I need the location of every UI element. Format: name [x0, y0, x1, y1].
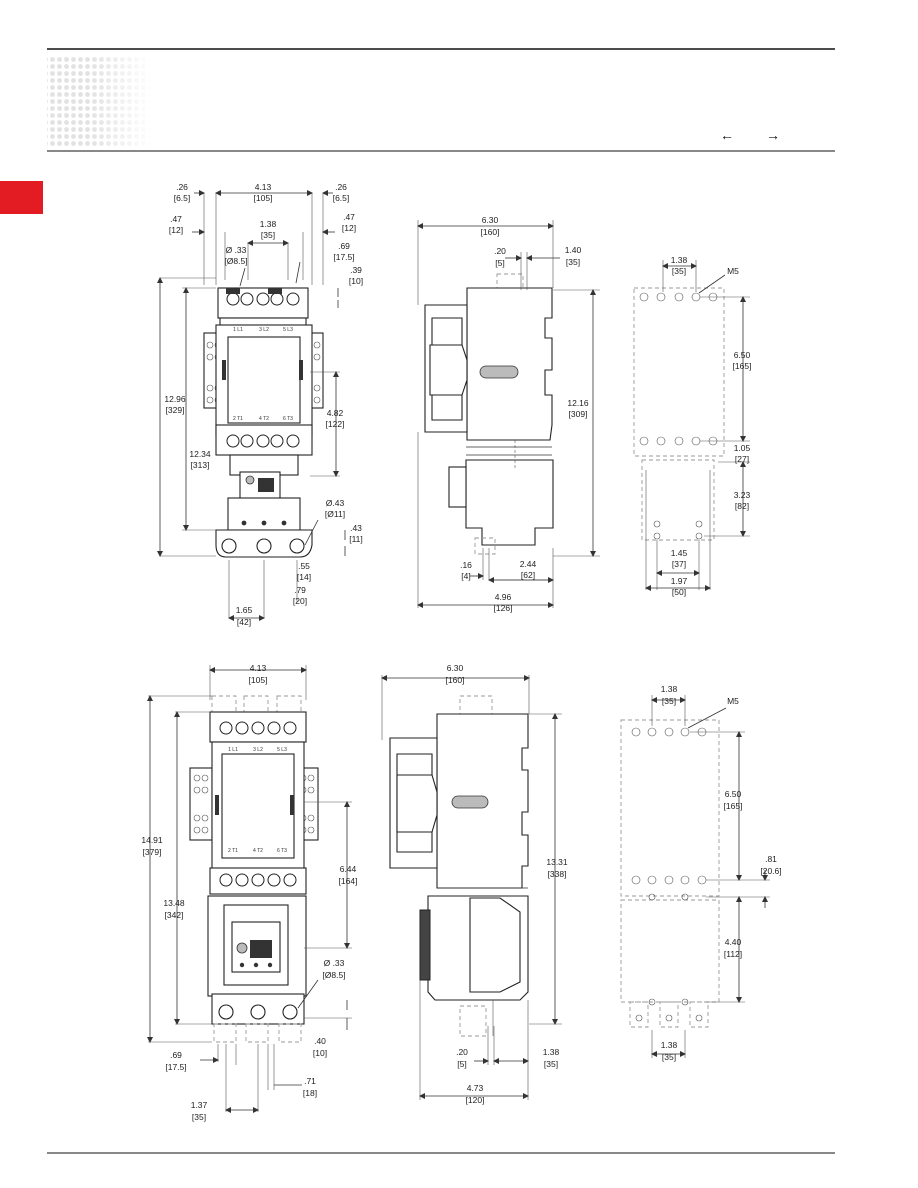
- tf-dim-026l-mm: [6.5]: [173, 193, 191, 203]
- tf-dim-hole2: Ø.43: [325, 498, 345, 508]
- tf-dim-069-mm: [17.5]: [333, 252, 355, 262]
- top-front-term-label-5: 4 T2: [259, 416, 269, 422]
- bs-dim-473: 4.73: [466, 1083, 484, 1093]
- tf-dim-1234: 12.34: [189, 449, 211, 459]
- tf-dim-047r-mm: [12]: [341, 223, 357, 233]
- bf-dim-413: 4.13: [249, 663, 267, 673]
- tf-dim-039: .39: [350, 265, 362, 275]
- tm-dim-105-mm: [27]: [734, 454, 750, 464]
- tm-dim-145-mm: [37]: [671, 559, 687, 569]
- tf-dim-043-mm: [11]: [349, 534, 363, 544]
- top-front-term-label-1: 1 L1: [233, 327, 243, 333]
- ts-dim-016-mm: [4]: [461, 571, 471, 581]
- top-front-term-label-2: 3 L2: [259, 327, 269, 333]
- bs-dim-138: 1.38: [542, 1047, 560, 1057]
- tf-dim-055-mm: [14]: [296, 572, 312, 582]
- bf-term-label-5: 4 T2: [253, 848, 263, 854]
- tf-dim-413-mm: [105]: [253, 193, 273, 203]
- bs-dim-473-mm: [120]: [465, 1095, 485, 1105]
- ts-dim-1216: 12.16: [567, 398, 589, 408]
- bf-dim-1491-mm: [379]: [142, 847, 162, 857]
- bf-dim-413-mm: [105]: [248, 675, 268, 685]
- top-front-view: [160, 182, 363, 627]
- bf-dim-1348: 13.48: [163, 898, 185, 908]
- bottom-mounting-view: [621, 684, 782, 1062]
- tf-dim-039-mm: [10]: [348, 276, 364, 286]
- bf-dim-1348-mm: [342]: [164, 910, 184, 920]
- bf-dim-hole: Ø .33: [323, 958, 345, 968]
- arrow-left-icon: ←: [720, 127, 734, 143]
- bottom-front-view: [141, 663, 357, 1122]
- tf-dim-069: .69: [338, 241, 350, 251]
- ts-dim-244: 2.44: [519, 559, 537, 569]
- bs-dim-020: .20: [456, 1047, 468, 1057]
- tf-dim-079-mm: [20]: [292, 596, 308, 606]
- bm-dim-440-mm: [112]: [723, 949, 743, 959]
- tf-dim-hole2-mm: [Ø11]: [324, 509, 346, 519]
- bf-dim-hole-mm: [Ø8.5]: [322, 970, 346, 980]
- tf-dim-138: 1.38: [259, 219, 277, 229]
- tm-dim-145: 1.45: [670, 548, 688, 558]
- ts-dim-496: 4.96: [494, 592, 512, 602]
- bm-dim-138a: 1.38: [660, 684, 678, 694]
- bottom-side-view: [382, 663, 568, 1105]
- bf-term-label-6: 6 T3: [277, 848, 287, 854]
- tm-dim-197: 1.97: [670, 576, 688, 586]
- bf-dim-071: .71: [304, 1076, 316, 1086]
- tf-dim-hole-mm: [Ø8.5]: [224, 256, 248, 266]
- tf-dim-047l: .47: [170, 214, 182, 224]
- tf-dim-055: .55: [298, 561, 310, 571]
- tf-dim-165-mm: [42]: [236, 617, 252, 627]
- bs-dim-630-mm: [160]: [445, 675, 465, 685]
- tm-screw-label: M5: [727, 266, 739, 276]
- tf-dim-482: 4.82: [326, 408, 344, 418]
- tm-dim-650-mm: [165]: [732, 361, 752, 371]
- bm-screw-label: M5: [727, 696, 739, 706]
- bm-dim-138a-mm: [35]: [661, 696, 677, 706]
- tf-dim-1234-mm: [313]: [190, 460, 210, 470]
- bf-dim-644: 6.44: [339, 864, 357, 874]
- tm-dim-323-mm: [82]: [734, 501, 750, 511]
- top-side-view: [418, 215, 600, 613]
- arrow-right-icon: →: [766, 127, 780, 143]
- ts-dim-020: .20: [494, 246, 506, 256]
- tf-dim-165: 1.65: [235, 605, 253, 615]
- ts-dim-140-mm: [35]: [565, 257, 581, 267]
- bf-term-label-2: 3 L2: [253, 747, 263, 753]
- tf-dim-047r: .47: [343, 212, 355, 222]
- tf-dim-047l-mm: [12]: [168, 225, 184, 235]
- bf-term-label-4: 2 T1: [228, 848, 238, 854]
- tm-dim-138: 1.38: [670, 255, 688, 265]
- bf-dim-069: .69: [170, 1050, 182, 1060]
- ts-dim-020-mm: [5]: [495, 258, 505, 268]
- tf-dim-043: .43: [350, 523, 362, 533]
- bs-dim-1331: 13.31: [546, 857, 568, 867]
- bf-term-label-1: 1 L1: [228, 747, 238, 753]
- bf-dim-069-mm: [17.5]: [165, 1062, 187, 1072]
- bs-dim-138-mm: [35]: [543, 1059, 559, 1069]
- bf-dim-137-mm: [35]: [191, 1112, 207, 1122]
- bm-dim-138b-mm: [35]: [661, 1052, 677, 1062]
- bf-dim-137: 1.37: [190, 1100, 208, 1110]
- bm-dim-138b: 1.38: [660, 1040, 678, 1050]
- page-header: [47, 49, 835, 151]
- bs-dim-1331-mm: [338]: [547, 869, 567, 879]
- tm-dim-197-mm: [50]: [671, 587, 687, 597]
- tf-dim-026r: .26: [335, 182, 347, 192]
- bf-dim-040: .40: [314, 1036, 326, 1046]
- tf-dim-026l: .26: [176, 182, 188, 192]
- bs-dim-020-mm: [5]: [457, 1059, 467, 1069]
- bf-dim-071-mm: [18]: [302, 1088, 318, 1098]
- tm-dim-105: 1.05: [733, 443, 751, 453]
- bm-dim-081: .81: [765, 854, 777, 864]
- bm-dim-081-mm: [20.6]: [760, 866, 782, 876]
- top-front-term-label-4: 2 T1: [233, 416, 243, 422]
- ts-dim-244-mm: [62]: [520, 570, 536, 580]
- section-tab-marker: [0, 181, 43, 214]
- tm-dim-323: 3.23: [733, 490, 751, 500]
- tf-dim-1296-mm: [329]: [165, 405, 185, 415]
- tf-dim-026r-mm: [6.5]: [332, 193, 350, 203]
- bf-term-label-3: 5 L3: [277, 747, 287, 753]
- tf-dim-413: 4.13: [254, 182, 272, 192]
- tm-dim-650: 6.50: [733, 350, 751, 360]
- top-front-term-label-3: 5 L3: [283, 327, 293, 333]
- ts-dim-140: 1.40: [564, 245, 582, 255]
- tf-dim-hole: Ø .33: [225, 245, 247, 255]
- bf-dim-644-mm: [164]: [338, 876, 358, 886]
- bf-dim-1491: 14.91: [141, 835, 163, 845]
- ts-dim-630: 6.30: [481, 215, 499, 225]
- tm-dim-138-mm: [35]: [671, 266, 687, 276]
- bm-dim-650: 6.50: [724, 789, 742, 799]
- ts-dim-1216-mm: [309]: [568, 409, 588, 419]
- tf-dim-482-mm: [122]: [325, 419, 345, 429]
- bm-dim-440: 4.40: [724, 937, 742, 947]
- top-mounting-view: [634, 255, 751, 597]
- ts-dim-016: .16: [460, 560, 472, 570]
- top-front-term-label-6: 6 T3: [283, 416, 293, 422]
- tf-dim-138-mm: [35]: [260, 230, 276, 240]
- bm-dim-650-mm: [165]: [723, 801, 743, 811]
- tf-dim-079: .79: [294, 585, 306, 595]
- tf-dim-1296: 12.96: [164, 394, 186, 404]
- ts-dim-630-mm: [160]: [480, 227, 500, 237]
- bf-dim-040-mm: [10]: [312, 1048, 328, 1058]
- bs-dim-630: 6.30: [446, 663, 464, 673]
- ts-dim-496-mm: [126]: [493, 603, 513, 613]
